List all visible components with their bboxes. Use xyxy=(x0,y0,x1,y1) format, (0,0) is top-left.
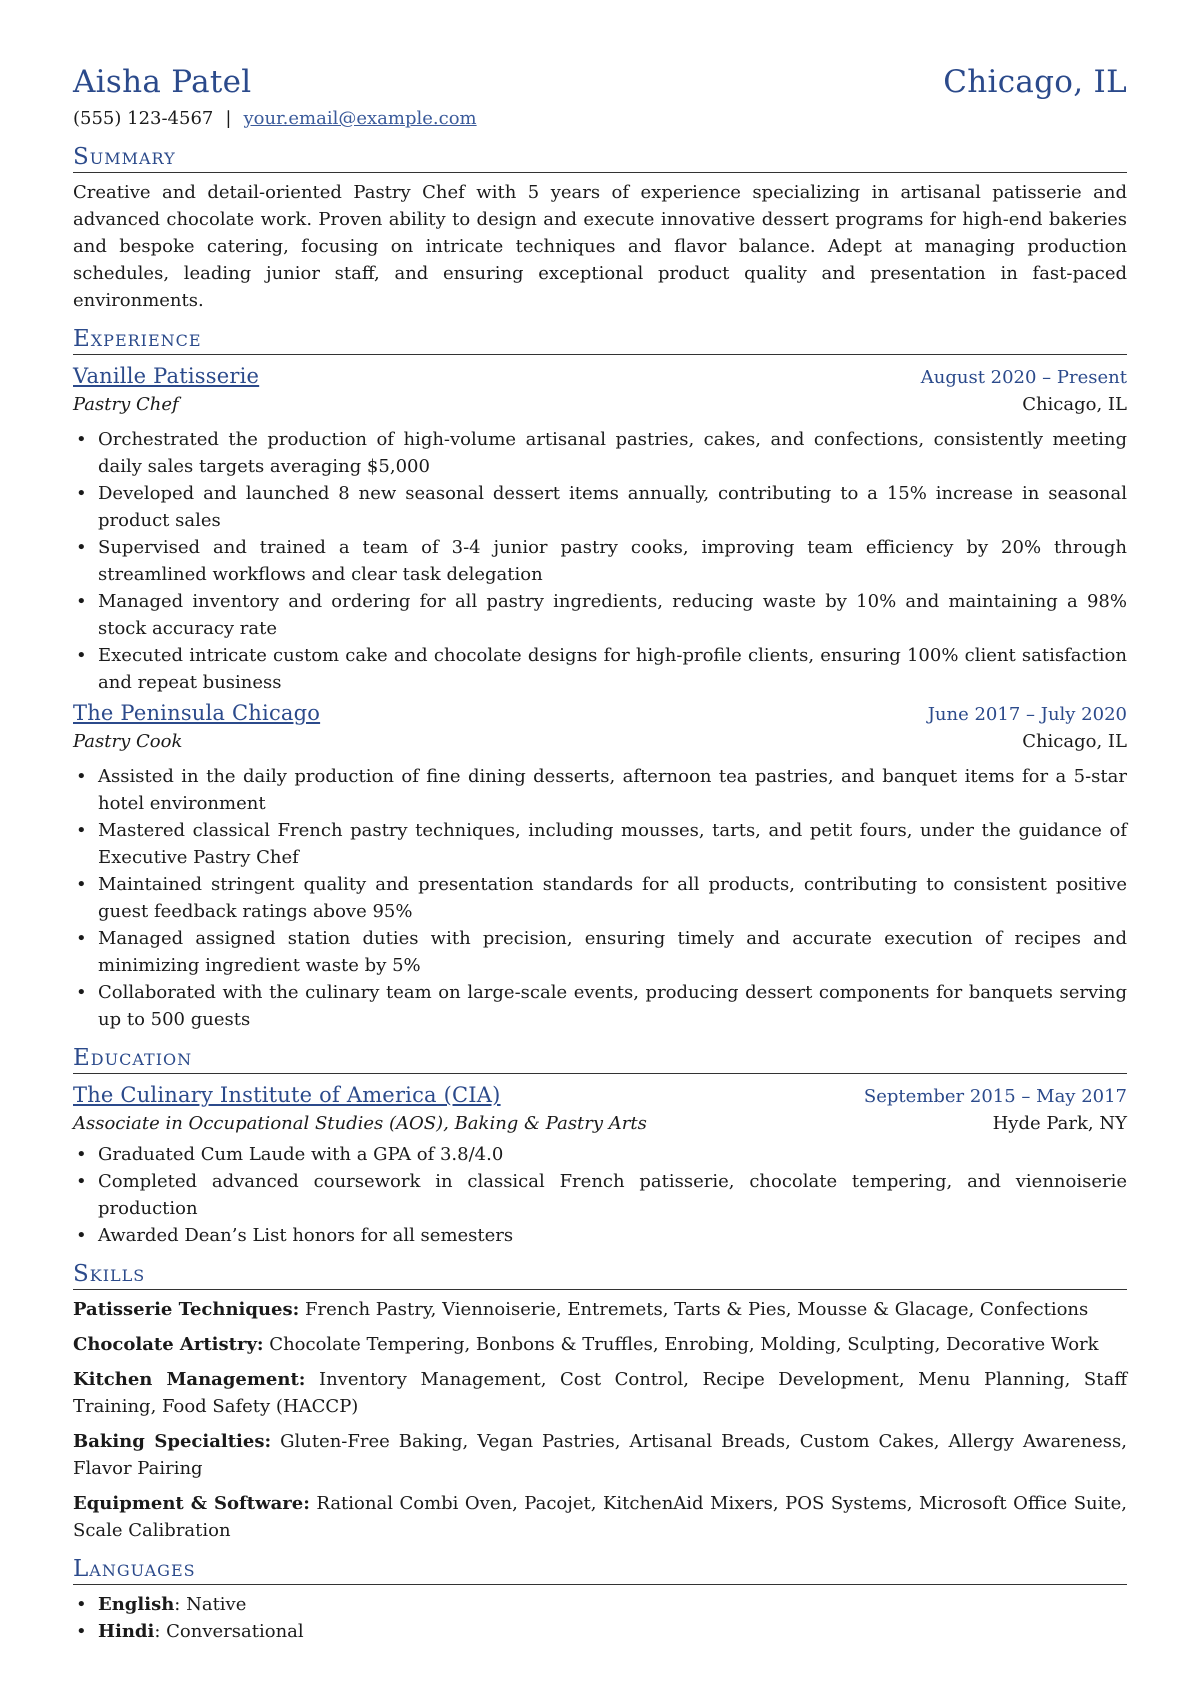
list-item: • Mastered classical French pastry techniques, including mousses, tarts, and petit fours, under the guidance of Executive Pastry Chef xyxy=(98,817,1127,871)
job-location: Chicago, IL xyxy=(1022,394,1127,415)
phone-number: (555) 123-4567 xyxy=(73,108,214,129)
degree-name: Associate in Occupational Studies (AOS), Baking & Pastry Arts xyxy=(73,1113,647,1134)
experience-heading: Experience xyxy=(73,324,1127,355)
skill-value: French Pastry, Viennoiserie, Entremets, Tarts & Pies, Mousse & Glacage, Confections xyxy=(305,1299,1089,1320)
job-role: Pastry Cook xyxy=(73,731,183,752)
skill-row xyxy=(73,1331,1127,1358)
language-level: : Conversational xyxy=(154,1621,304,1642)
candidate-location: Chicago, IL xyxy=(943,64,1127,100)
list-item: • Maintained stringent quality and presentation standards for all products, contributing to consistent positive guest feedback ratings above 95% xyxy=(98,871,1127,925)
list-item: • Completed advanced coursework in classical French patisserie, chocolate tempering, and viennoiserie production xyxy=(98,1168,1127,1222)
language-name: Hindi xyxy=(98,1621,155,1642)
school-link[interactable]: The Culinary Institute of America (CIA) xyxy=(73,1083,501,1107)
list-item: • Awarded Dean’s List honors for all semesters xyxy=(98,1222,1127,1249)
list-item: • Supervised and trained a team of 3-4 junior pastry cooks, improving team efficiency by 20% through streamlined workflows and clear task delegation xyxy=(98,534,1127,588)
skill-value: Chocolate Tempering, Bonbons & Truffles, Enrobing, Molding, Sculpting, Decorative Work xyxy=(269,1334,1099,1355)
skill-row xyxy=(73,1428,1127,1482)
job-role: Pastry Chef xyxy=(73,394,179,415)
list-item: • Managed assigned station duties with precision, ensuring timely and accurate execution of recipes and minimizing ingredient waste by 5% xyxy=(98,925,1127,979)
contact-line xyxy=(73,106,1127,132)
summary-text: Creative and detail-oriented Pastry Chef with 5 years of experience specializing in artisanal patisserie and advanced chocolate work. Proven ability to design and execute innovative dessert programs for high-end bakeries and bespoke catering, focusing on intricate techniques and flavor balance. Adept at managing production schedules, leading junior staff, and ensuring exceptional product quality and presentation in fast-paced environments. xyxy=(73,182,1127,311)
job-location: Chicago, IL xyxy=(1022,731,1127,752)
list-item: • Assisted in the daily production of fine dining desserts, afternoon tea pastries, and banquet items for a 5-star hotel environment xyxy=(98,763,1127,817)
education-heading: Education xyxy=(73,1043,1127,1074)
list-item xyxy=(98,1591,1127,1618)
list-item xyxy=(98,1618,1127,1645)
job-dates: August 2020 – Present xyxy=(920,367,1127,388)
skill-label: Patisserie Techniques: xyxy=(73,1299,300,1320)
list-item: • Executed intricate custom cake and chocolate designs for high-profile clients, ensuring 100% client satisfaction and repeat business xyxy=(98,642,1127,696)
skills-heading: Skills xyxy=(73,1259,1127,1290)
education-bullet-list xyxy=(73,1141,1127,1249)
skill-label: Baking Specialties: xyxy=(73,1431,272,1452)
list-item: • Developed and launched 8 new seasonal dessert items annually, contributing to a 15% increase in seasonal product sales xyxy=(98,480,1127,534)
email-link[interactable]: your.email@example.com xyxy=(243,108,477,129)
job-bullet-list xyxy=(73,426,1127,696)
skill-value: Rational Combi Oven, Pacojet, KitchenAid Mixers, POS Systems, Microsoft Office Suite, Scale Calibration xyxy=(73,1493,1127,1541)
resume-header xyxy=(73,62,1127,102)
school-location: Hyde Park, NY xyxy=(992,1113,1127,1134)
education-dates: September 2015 – May 2017 xyxy=(863,1086,1127,1107)
languages-list xyxy=(73,1591,1127,1645)
skill-row xyxy=(73,1366,1127,1420)
skill-label: Equipment & Software: xyxy=(73,1493,310,1514)
contact-separator: | xyxy=(225,108,232,129)
skill-label: Kitchen Management: xyxy=(73,1369,306,1390)
list-item: • Managed inventory and ordering for all pastry ingredients, reducing waste by 10% and maintaining a 98% stock accuracy rate xyxy=(98,588,1127,642)
skill-row xyxy=(73,1490,1127,1544)
list-item: • Graduated Cum Laude with a GPA of 3.8/4.0 xyxy=(98,1141,1127,1168)
skills-list xyxy=(73,1296,1127,1544)
skill-row xyxy=(73,1296,1127,1323)
language-level: : Native xyxy=(174,1594,247,1615)
job-employer-link[interactable]: The Peninsula Chicago xyxy=(73,701,321,725)
job-entry xyxy=(73,361,1127,696)
candidate-name: Aisha Patel xyxy=(73,64,252,100)
languages-heading: Languages xyxy=(73,1554,1127,1585)
list-item: • Orchestrated the production of high-volume artisanal pastries, cakes, and confections, consistently meeting daily sales targets averaging $5,000 xyxy=(98,426,1127,480)
job-bullet-list xyxy=(73,763,1127,1033)
skill-value: Inventory Management, Cost Control, Recipe Development, Menu Planning, Staff Training, Food Safety (HACCP) xyxy=(73,1369,1127,1417)
language-name: English xyxy=(98,1594,175,1615)
list-item: • Collaborated with the culinary team on large-scale events, producing dessert components for banquets serving up to 500 guests xyxy=(98,979,1127,1033)
job-dates: June 2017 – July 2020 xyxy=(927,704,1127,725)
education-entry xyxy=(73,1080,1127,1249)
job-entry xyxy=(73,698,1127,1033)
skill-label: Chocolate Artistry: xyxy=(73,1334,264,1355)
summary-heading: Summary xyxy=(73,142,1127,173)
job-employer-link[interactable]: Vanille Patisserie xyxy=(73,364,260,388)
skill-value: Gluten-Free Baking, Vegan Pastries, Artisanal Breads, Custom Cakes, Allergy Awareness, Flavor Pairing xyxy=(73,1431,1127,1479)
